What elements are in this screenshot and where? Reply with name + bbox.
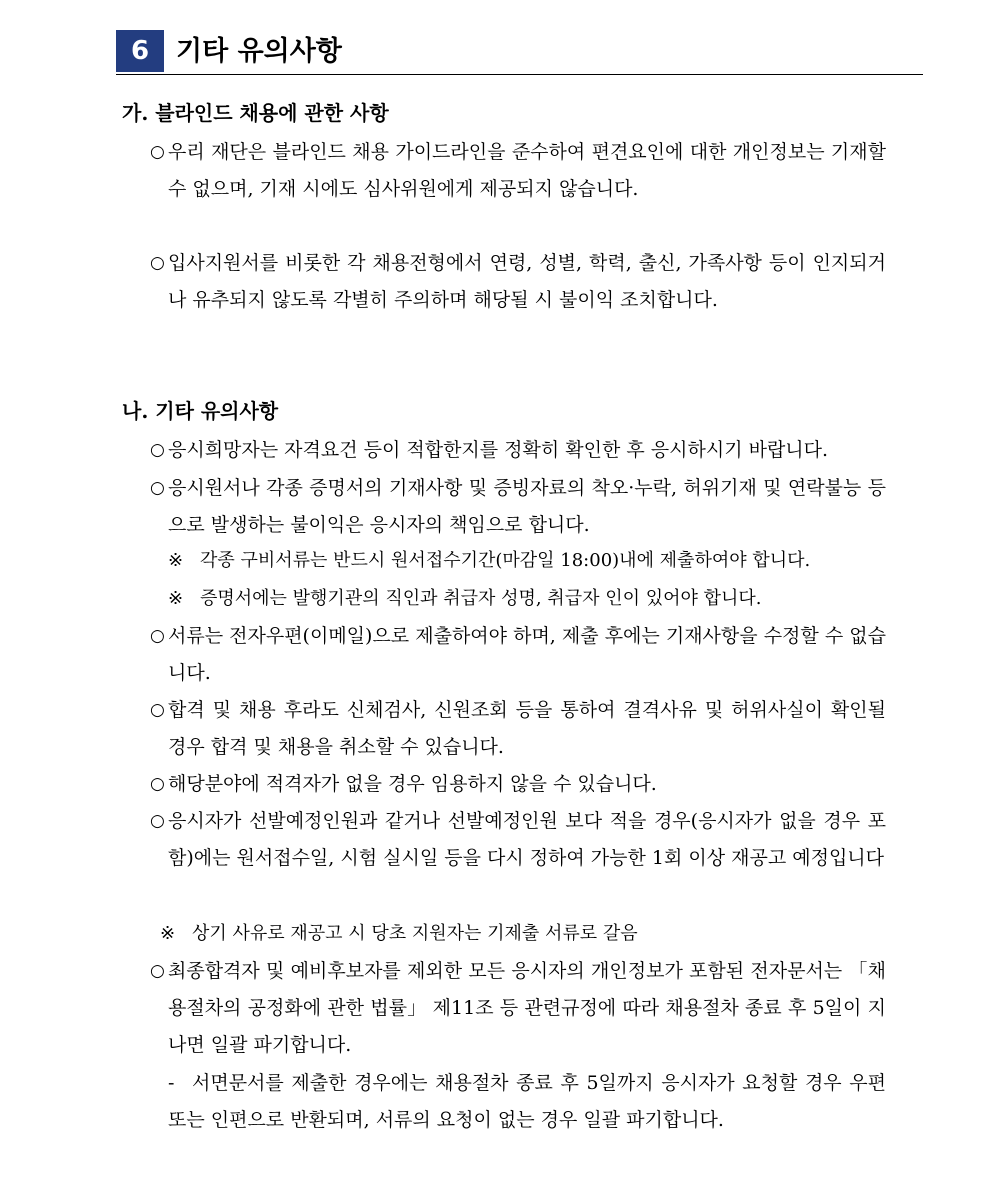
note-3: 상기 사유로 재공고 시 당초 지원자는 기제출 서류로 갈음	[192, 923, 638, 944]
part-b-item-6: 응시자가 선발예정인원과 같거나 선발예정인원 보다 적을 경우(응시자가 없을 경우 포함)에는 원서접수일, 시험 실시일 등을 다시 정하여 가능한 1회 이상 재공고 예정입니다	[168, 810, 886, 869]
section-number-badge: 6	[116, 30, 164, 72]
note-1: 각종 구비서류는 반드시 원서접수기간(마감일 18:00)내에 제출하여야 합니다.	[200, 550, 811, 571]
part-a-heading: 가. 블라인드 채용에 관한 사항	[122, 101, 389, 125]
bullet-b2: ○	[150, 478, 165, 498]
part-b-item-7: 최종합격자 및 예비후보자를 제외한 모든 응시자의 개인정보가 포함된 전자문서는 「채용절차의 공정화에 관한 법률」 제11조 등 관련규정에 따라 채용절차 종료 후 5일이 지나면 일괄 파기합니다.	[168, 960, 886, 1056]
part-b-item-5: 해당분야에 적격자가 없을 경우 임용하지 않을 수 있습니다.	[168, 773, 657, 795]
section-title: 기타 유의사항	[176, 36, 342, 67]
part-a-item-1: 우리 재단은 블라인드 채용 가이드라인을 준수하여 편견요인에 대한 개인정보는 기재할 수 없으며, 기재 시에도 심사위원에게 제공되지 않습니다.	[168, 141, 886, 200]
bullet-b1: ○	[150, 440, 165, 460]
bullet-b6: ○	[150, 811, 165, 831]
part-b-item-1: 응시희망자는 자격요건 등이 적합한지를 정확히 확인한 후 응시하시기 바랍니다.	[168, 439, 829, 461]
part-b-item-2: 응시원서나 각종 증명서의 기재사항 및 증빙자료의 착오·누락, 허위기재 및 연락불능 등으로 발생하는 불이익은 응시자의 책임으로 합니다.	[168, 477, 886, 536]
part-b-dash-item: 서면문서를 제출한 경우에는 채용절차 종료 후 5일까지 응시자가 요청할 경우 우편 또는 인편으로 반환되며, 서류의 요청이 없는 경우 일괄 파기합니다.	[168, 1072, 886, 1131]
section-header	[116, 30, 923, 75]
bullet-b7: ○	[150, 961, 165, 981]
note-mark-3: ※	[160, 923, 176, 944]
note-mark-1: ※	[168, 550, 184, 571]
part-b-item-3: 서류는 전자우편(이메일)으로 제출하여야 하며, 제출 후에는 기재사항을 수정할 수 없습니다.	[168, 625, 886, 684]
dash-mark: -	[168, 1072, 175, 1094]
part-b-heading: 나. 기타 유의사항	[122, 399, 279, 423]
bullet-b3: ○	[150, 626, 165, 646]
bullet-a1: ○	[150, 142, 165, 162]
part-a-item-2: 입사지원서를 비롯한 각 채용전형에서 연령, 성별, 학력, 출신, 가족사항 등이 인지되거나 유추되지 않도록 각별히 주의하며 해당될 시 불이익 조치합니다.	[168, 252, 886, 311]
note-2: 증명서에는 발행기관의 직인과 취급자 성명, 취급자 인이 있어야 합니다.	[200, 588, 762, 609]
bullet-b5: ○	[150, 774, 165, 794]
bullet-a2: ○	[150, 253, 165, 273]
bullet-b4: ○	[150, 700, 165, 720]
note-mark-2: ※	[168, 588, 184, 609]
part-b-item-4: 합격 및 채용 후라도 신체검사, 신원조회 등을 통하여 결격사유 및 허위사실이 확인될 경우 합격 및 채용을 취소할 수 있습니다.	[168, 699, 886, 758]
